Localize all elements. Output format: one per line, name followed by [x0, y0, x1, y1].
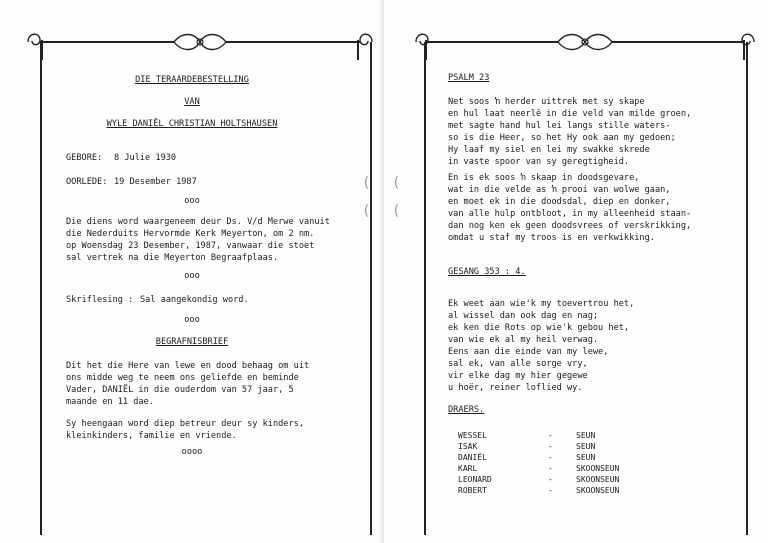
staple-mark-left: ( (: [362, 175, 371, 219]
separator-2: ooo: [184, 271, 200, 281]
bearers-heading: DRAERS.: [448, 405, 485, 415]
psalm-v2-line-3: en moet ek in die doodsdal, diep en donker,: [448, 197, 671, 207]
separator-3: ooo: [184, 315, 200, 325]
bearer-dash: -: [548, 453, 553, 462]
bearer-name: ISAK: [458, 442, 478, 451]
separator-1: ooo: [184, 196, 200, 206]
mourn-line-1: Sy heengaan word diep betreur deur sy kinders,: [66, 419, 304, 429]
notice-line-2: ons midde weg te neem ons geliefde en beminde: [66, 373, 299, 383]
title-line-3: WYLE DANIËL CHRISTIAN HOLTSHAUSEN: [106, 119, 278, 129]
bearer-relation: SKOONSEUN: [576, 486, 620, 495]
reading-label: Skriflesing :: [66, 295, 134, 305]
bearer-dash: -: [548, 486, 553, 495]
bearer-name: WESSEL: [458, 431, 487, 440]
hymn-line-8: u hoër, reiner loflied wy.: [448, 383, 583, 393]
died-label: OORLEDE:: [66, 177, 108, 187]
bearer-relation: SKOONSEUN: [576, 475, 620, 484]
bearer-name: DANIËL: [458, 453, 487, 462]
right-ornament: [412, 24, 758, 60]
notice-line-1: Dit het die Here van lewe en dood behaag om uit: [66, 361, 310, 371]
hymn-line-2: al wissel dan ook dag en nag;: [448, 311, 599, 321]
psalm-v2-line-1: En is ek soos ŉ skaap in doodsgevare,: [448, 173, 640, 183]
bearer-dash: -: [548, 464, 553, 473]
psalm-v2-line-4: van alle hulp ontbloot, in my alleenheid staan-: [448, 209, 692, 219]
separator-4: oooo: [181, 447, 203, 457]
bearer-relation: SEUN: [576, 431, 596, 440]
notice-heading: BEGRAFNISBRIEF: [155, 337, 229, 347]
hymn-heading: GESANG 353 : 4.: [448, 267, 526, 277]
bearer-name: KARL: [458, 464, 478, 473]
service-line-1: Die diens word waargeneem deur Ds. V/d Merwe vanuit: [66, 217, 330, 227]
psalm-v1-line-3: met sagte hand hul lei langs stille waters-: [448, 121, 671, 131]
bearer-relation: SKOONSEUN: [576, 464, 620, 473]
psalm-v1-line-4: so is die Heer, so het Hy ook aan my gedoen;: [448, 133, 676, 143]
hymn-line-6: sal ek, van alle sorge vry,: [448, 359, 588, 369]
psalm-v1-line-6: in vaste spoor van sy geregtigheid.: [448, 157, 630, 167]
bearer-name: LEONARD: [458, 475, 492, 484]
born-label: GEBORE:: [66, 153, 103, 163]
psalm-v2-line-6: omdat u staf my troos is en verkwikking.: [448, 233, 655, 243]
psalm-v2-line-5: dan nog ken ek geen doodsvrees of verskrikking,: [448, 221, 692, 231]
born-value: 8 Julie 1930: [114, 153, 177, 163]
title-line-2: VAN: [184, 97, 200, 107]
left-page-border: [40, 42, 372, 535]
bearer-dash: -: [548, 442, 553, 451]
psalm-v1-line-5: Hy laaf my siel en lei my swakke skrede: [448, 145, 650, 155]
service-line-3: op Woensdag 23 Desember, 1987, vanwaar die stoet: [66, 241, 315, 251]
psalm-heading: PSALM 23: [448, 73, 490, 83]
service-line-2: die Nederduits Hervormde Kerk Meyerton, om 2 nm.: [66, 229, 315, 239]
psalm-v1-line-2: en hul laat neerlê in die veld van milde groen,: [448, 109, 692, 119]
notice-line-4: maande en 11 dae.: [66, 397, 154, 407]
mourn-line-2: kleinkinders, familie en vriende.: [66, 431, 237, 441]
title-line-1: DIE TERAARDEBESTELLING: [135, 75, 249, 85]
bearer-dash: -: [548, 475, 553, 484]
hymn-line-7: vir elke dag my hier gegewe: [448, 371, 588, 381]
hymn-line-1: Ek weet aan wie'k my toevertrou het,: [448, 299, 635, 309]
bearer-relation: SEUN: [576, 442, 596, 451]
service-line-4: sal vertrek na die Meyerton Begraafplaas.: [66, 253, 279, 263]
left-ornament: [24, 24, 376, 60]
psalm-v2-line-2: wat in die velde as ŉ prooi van wolwe gaan,: [448, 185, 671, 195]
notice-line-3: Vader, DANIËL in die ouderdom van 57 jaar, 5: [66, 385, 294, 395]
staple-mark-right: ( (: [392, 175, 401, 219]
right-page: [384, 0, 768, 543]
hymn-line-4: van wie ek al my heil verwag.: [448, 335, 599, 345]
bearer-dash: -: [548, 431, 553, 440]
hymn-line-3: ek ken die Rots op wie'k gebou het,: [448, 323, 630, 333]
died-value: 19 Desember 1987: [114, 177, 197, 187]
reading-value: Sal aangekondig word.: [140, 295, 249, 305]
psalm-v1-line-1: Net soos ŉ herder uittrek met sy skape: [448, 97, 645, 107]
bearer-relation: SEUN: [576, 453, 596, 462]
hymn-line-5: Eens aan die einde van my lewe,: [448, 347, 609, 357]
bearer-name: ROBERT: [458, 486, 487, 495]
